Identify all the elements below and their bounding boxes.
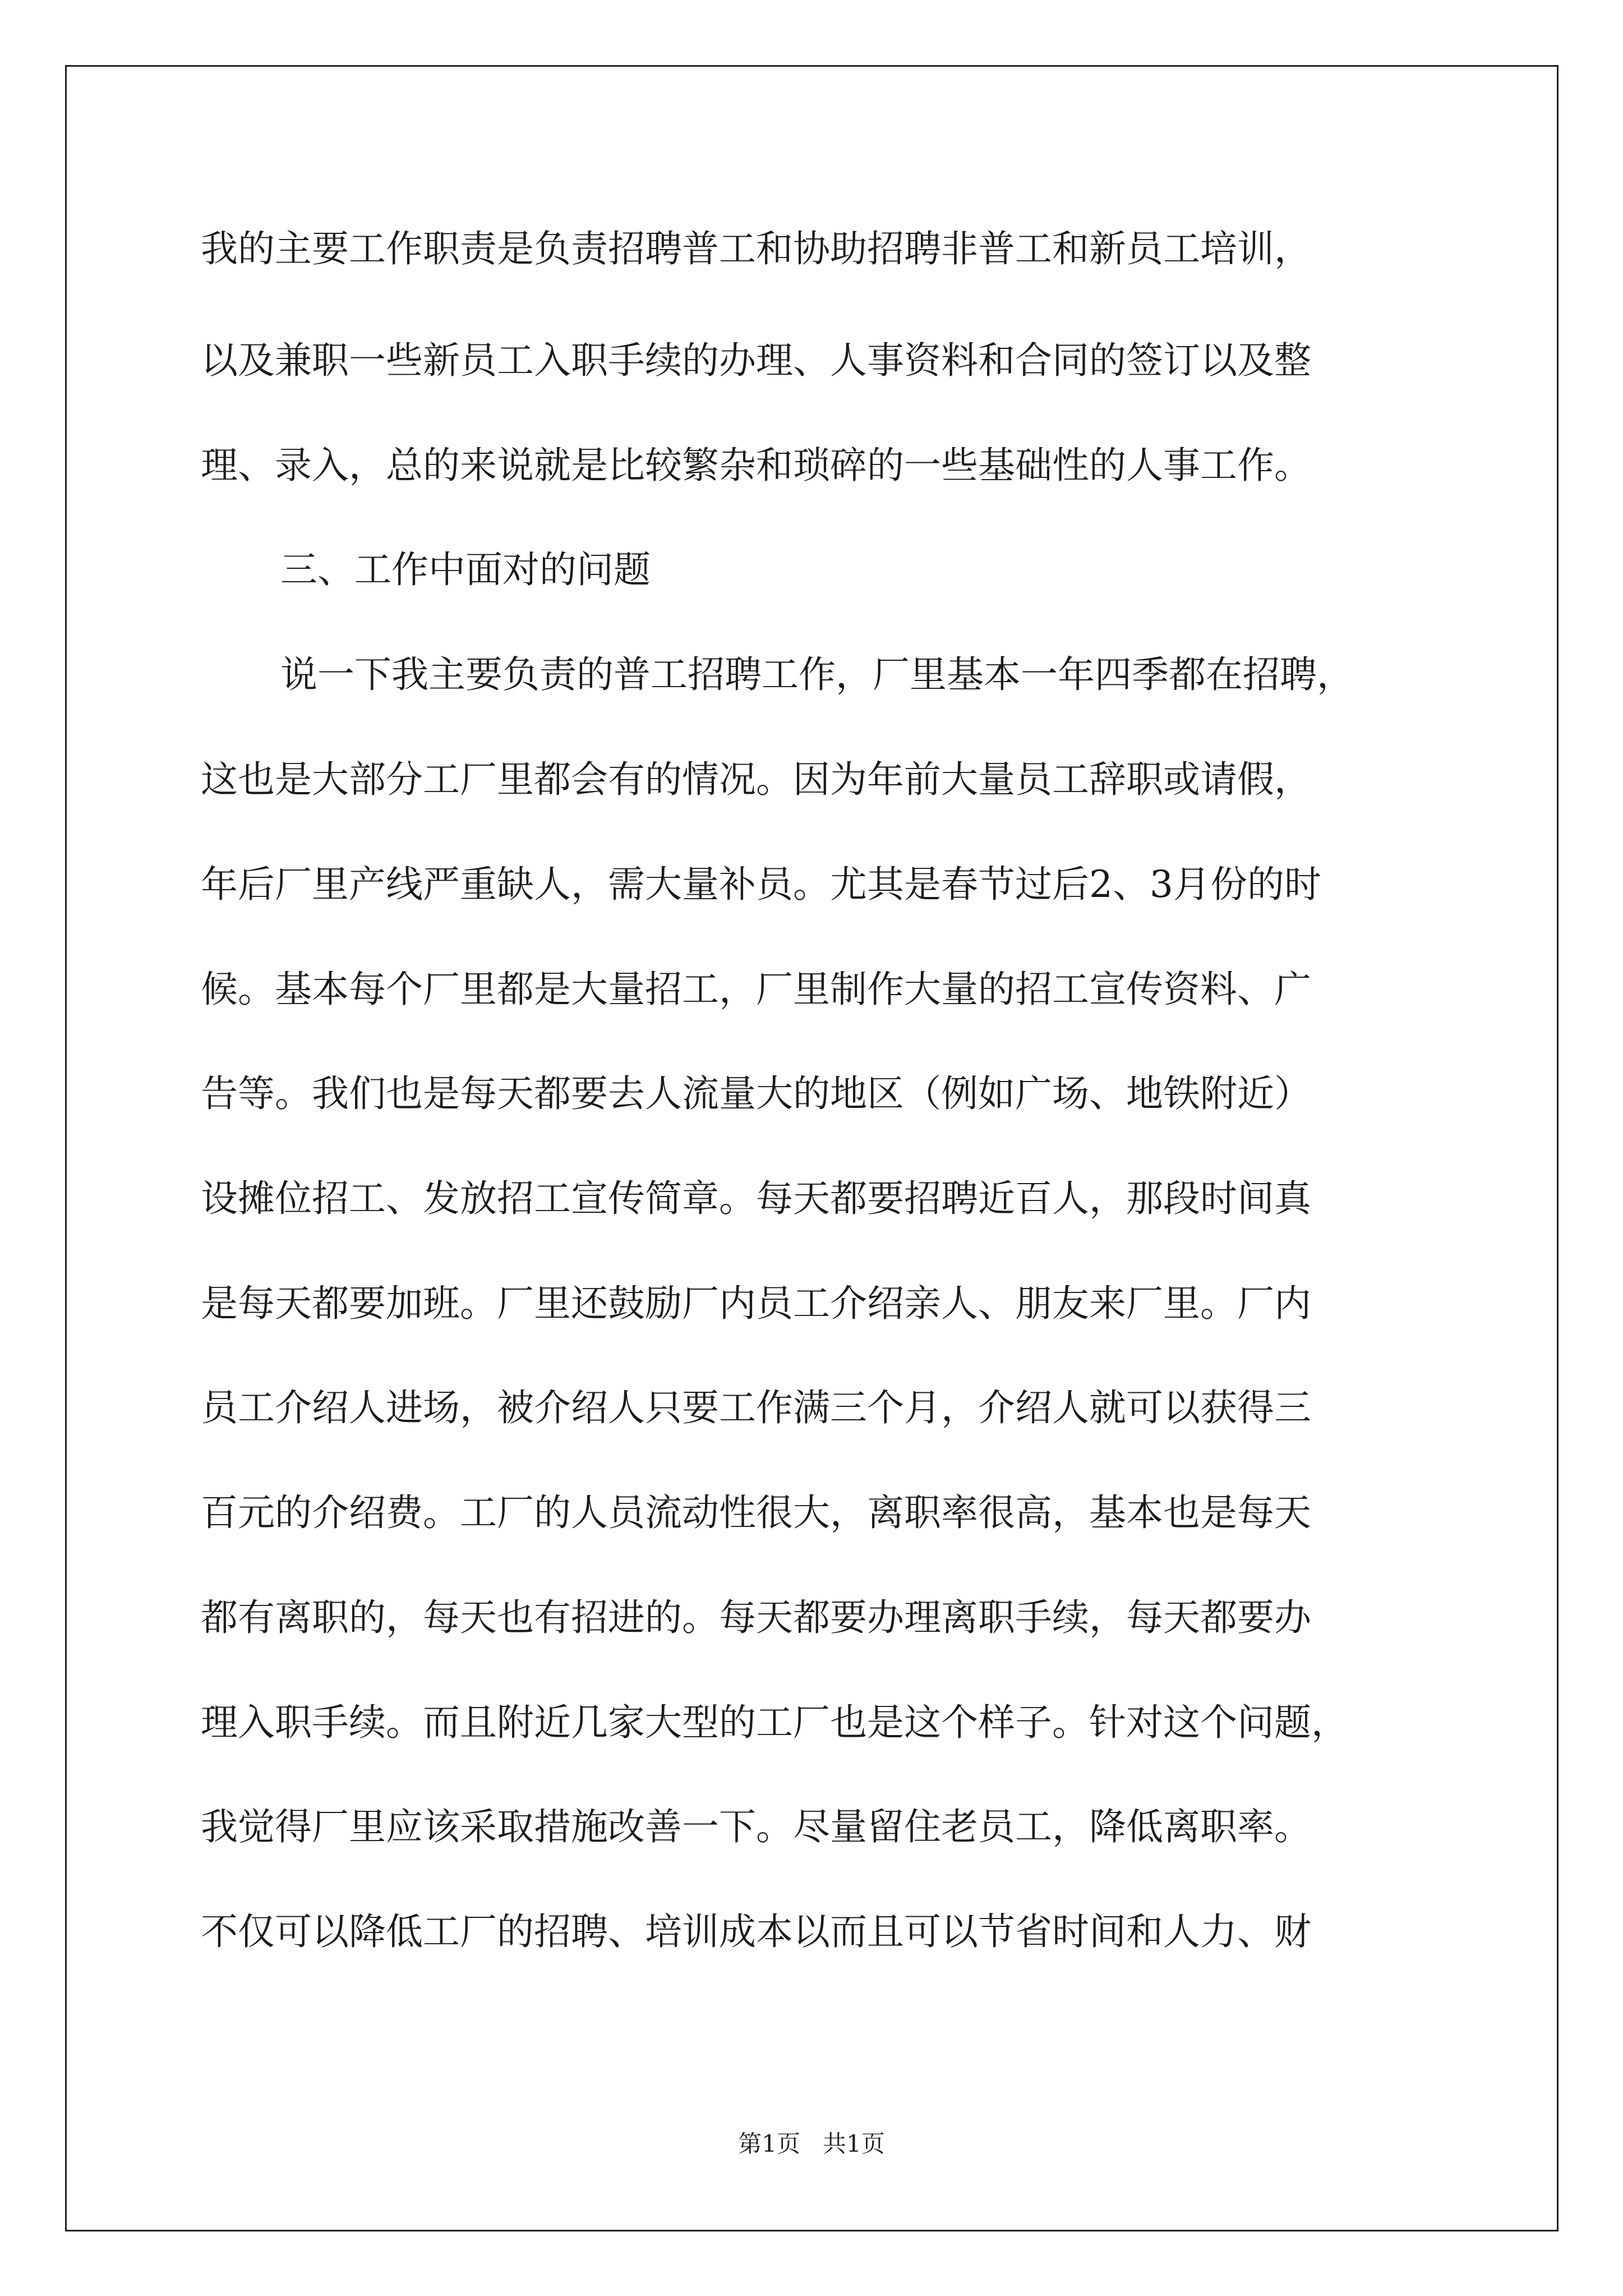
body-line-7: 年后厂里产线严重缺人，需大量补员。尤其是春节过后2、3月份的时 [201,863,1321,906]
body-line-16: 我觉得厂里应该采取措施改善一下。尽量留住老员工，降低离职率。 [201,1805,1311,1848]
page-footer [0,2130,1623,2158]
page-total: 共1页 [823,2130,885,2157]
body-line-8: 候。基本每个厂里都是大量招工，厂里制作大量的招工宣传资料、广 [201,968,1311,1011]
body-line-6: 这也是大部分工厂里都会有的情况。因为年前大量员工辞职或请假， [201,758,1311,801]
body-line-11: 是每天都要加班。厂里还鼓励厂内员工介绍亲人、朋友来厂里。厂内 [201,1282,1311,1325]
body-line-14: 都有离职的，每天也有招进的。每天都要办理离职手续，每天都要办 [201,1596,1311,1639]
body-line-9: 告等。我们也是每天都要去人流量大的地区（例如广场、地铁附近） [201,1072,1311,1115]
body-line-12: 员工介绍人进场，被介绍人只要工作满三个月，介绍人就可以获得三 [201,1386,1311,1429]
body-line-1: 我的主要工作职责是负责招聘普工和协助招聘非普工和新员工培训， [201,227,1311,270]
body-line-10: 设摊位招工、发放招工宣传简章。每天都要招聘近百人，那段时间真 [201,1177,1311,1220]
body-line-13: 百元的介绍费。工厂的人员流动性很大，离职率很高，基本也是每天 [201,1491,1311,1534]
body-line-17: 不仅可以降低工厂的招聘、培训成本以而且可以节省时间和人力、财 [201,1910,1311,1953]
body-line-15: 理入职手续。而且附近几家大型的工厂也是这个样子。针对这个问题， [201,1701,1348,1744]
body-line-2: 以及兼职一些新员工入职手续的办理、人事资料和合同的签订以及整 [201,339,1311,382]
page-border [65,65,1559,2231]
body-line-3: 理、录入，总的来说就是比较繁杂和琐碎的一些基础性的人事工作。 [201,444,1311,487]
page-number: 第1页 [738,2130,800,2157]
section-heading: 三、工作中面对的问题 [280,548,651,591]
body-line-5: 说一下我主要负责的普工招聘工作，厂里基本一年四季都在招聘， [280,653,1354,696]
